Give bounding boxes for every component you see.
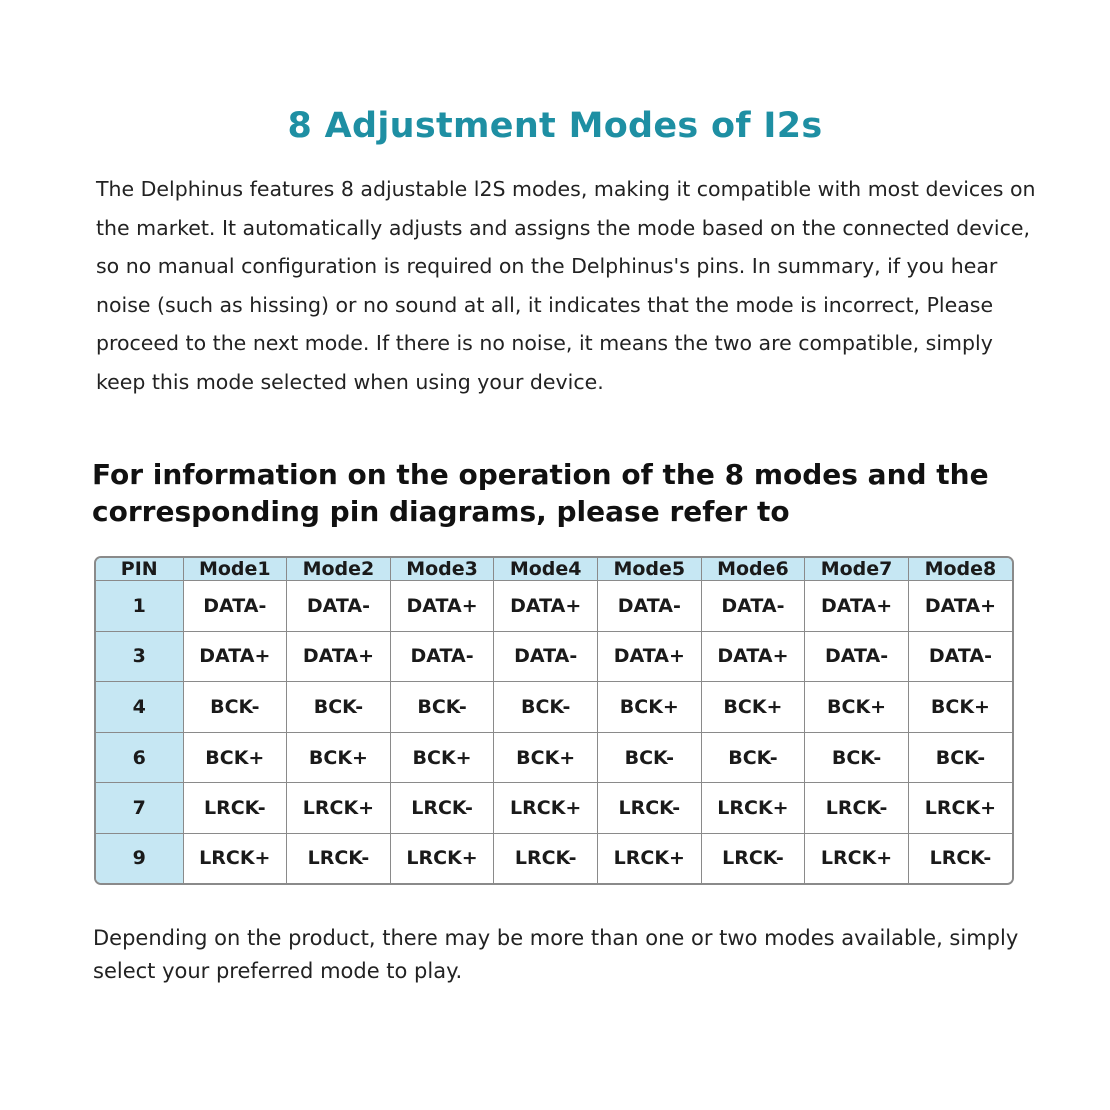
table-cell: DATA- [701, 581, 805, 632]
table-cell: BCK- [494, 682, 598, 733]
table-cell: DATA+ [287, 631, 391, 682]
table-cell: BCK- [908, 732, 1012, 783]
pin-mode-table [94, 556, 1014, 885]
table-row [96, 581, 1012, 632]
table-header-row [96, 558, 1012, 581]
column-header-mode3: Mode3 [390, 558, 494, 581]
pin-number-cell: 4 [96, 682, 183, 733]
table-cell: DATA- [494, 631, 598, 682]
table-cell: LRCK+ [183, 833, 287, 883]
column-header-mode1: Mode1 [183, 558, 287, 581]
column-header-mode8: Mode8 [908, 558, 1012, 581]
table-cell: LRCK- [701, 833, 805, 883]
table-row [96, 833, 1012, 883]
section-heading: For information on the operation of the 8 modes and the corresponding pin diagrams, please refer to [92, 458, 989, 528]
table-cell: DATA+ [701, 631, 805, 682]
pin-number-cell: 1 [96, 581, 183, 632]
table-cell: BCK- [183, 682, 287, 733]
table-cell: BCK+ [598, 682, 702, 733]
table-cell: BCK+ [805, 682, 909, 733]
table-cell: DATA+ [183, 631, 287, 682]
table-cell: DATA+ [390, 581, 494, 632]
page-title: 8 Adjustment Modes of I2s [287, 106, 823, 146]
column-header-mode5: Mode5 [598, 558, 702, 581]
table-cell: LRCK- [390, 783, 494, 834]
table-cell: LRCK- [494, 833, 598, 883]
table-cell: LRCK- [805, 783, 909, 834]
table-cell: DATA- [390, 631, 494, 682]
table-cell: LRCK- [183, 783, 287, 834]
table-cell: DATA- [287, 581, 391, 632]
table-cell: BCK- [805, 732, 909, 783]
table-row [96, 783, 1012, 834]
table-cell: DATA- [908, 631, 1012, 682]
table-cell: DATA+ [908, 581, 1012, 632]
table-row [96, 631, 1012, 682]
table-cell: LRCK+ [287, 783, 391, 834]
table-cell: BCK+ [908, 682, 1012, 733]
column-header-mode4: Mode4 [494, 558, 598, 581]
table-cell: BCK- [701, 732, 805, 783]
table-cell: LRCK- [287, 833, 391, 883]
footer-note: Depending on the product, there may be more than one or two modes available, simply select your preferred mode to play. [93, 926, 1019, 983]
pin-number-cell: 6 [96, 732, 183, 783]
column-header-mode7: Mode7 [805, 558, 909, 581]
table-cell: LRCK+ [805, 833, 909, 883]
table-cell: DATA+ [494, 581, 598, 632]
table-row [96, 732, 1012, 783]
table-cell: LRCK- [908, 833, 1012, 883]
table-cell: DATA+ [598, 631, 702, 682]
table-cell: BCK+ [183, 732, 287, 783]
table-cell: DATA- [805, 631, 909, 682]
table-cell: LRCK+ [494, 783, 598, 834]
table-cell: DATA+ [805, 581, 909, 632]
column-header-mode2: Mode2 [287, 558, 391, 581]
intro-paragraph: The Delphinus features 8 adjustable l2S modes, making it compatible with most devices on the market. It automatically adjusts and assigns the mode based on the connected device, so no manual configuration is required on the Delphinus's pins. In summary, if you hear noise (such as hissing) or no sound at all, it indicates that the mode is incorrect, Please proceed to the next mode. If there is no noise, it means the two are compatible, simply keep this mode selected when using your device. [96, 177, 1036, 394]
column-header-mode6: Mode6 [701, 558, 805, 581]
table-cell: LRCK+ [598, 833, 702, 883]
column-header-pin: PIN [96, 558, 183, 581]
pin-number-cell: 9 [96, 833, 183, 883]
table-cell: DATA- [183, 581, 287, 632]
table-cell: BCK+ [390, 732, 494, 783]
table-row [96, 682, 1012, 733]
pin-number-cell: 3 [96, 631, 183, 682]
table-cell: DATA- [598, 581, 702, 632]
table-cell: LRCK- [598, 783, 702, 834]
table-cell: BCK+ [494, 732, 598, 783]
table-cell: BCK+ [701, 682, 805, 733]
table-cell: LRCK+ [390, 833, 494, 883]
table-cell: LRCK+ [701, 783, 805, 834]
pin-number-cell: 7 [96, 783, 183, 834]
table-cell: BCK- [390, 682, 494, 733]
table-cell: LRCK+ [908, 783, 1012, 834]
table-cell: BCK- [287, 682, 391, 733]
table-cell: BCK+ [287, 732, 391, 783]
table-cell: BCK- [598, 732, 702, 783]
